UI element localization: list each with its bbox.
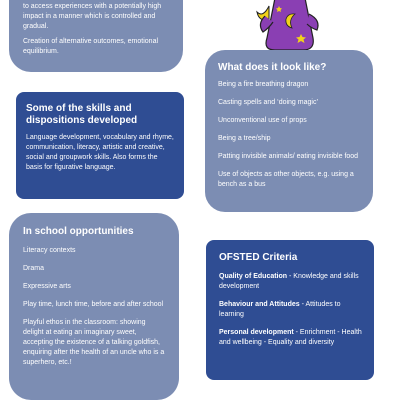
list-item: Expressive arts <box>23 283 71 290</box>
list-item: Use of objects as other objects, e.g. using a bench as a bus <box>218 171 354 188</box>
skills-body: Language development, vocabulary and rhyme, communication, literacy, artistic and creative, social and groupwork skills. Also forms the basis for figurative language. <box>26 134 174 171</box>
criterion-label: Personal development <box>219 329 294 336</box>
list-item: Patting invisible animals/ eating invisible food <box>218 153 359 160</box>
imaginative-play-purpose-card <box>9 0 183 72</box>
in-school-title: In school opportunities <box>23 226 134 237</box>
wizard-icon <box>255 0 325 50</box>
list-item: Unconventional use of props <box>218 117 307 124</box>
list-item: Being a fire breathing dragon <box>218 81 309 88</box>
purpose-line-2: Creation of alternative outcomes, emotional equilibrium. <box>23 38 159 55</box>
what-does-it-look-like-card <box>205 50 373 212</box>
list-item: Being a tree/ship <box>218 135 271 142</box>
purpose-line-1: to access experiences with a potentially high impact in a manner which is controlled and gradual. <box>23 3 162 30</box>
criterion-label: Quality of Education <box>219 273 288 280</box>
list-item: Playful ethos in the classroom: showing delight at eating an imaginary sweet, accepting the existence of a talking goldfish, enquiring after the health of an uncle who is a superhero, etc.! <box>23 319 165 366</box>
ofsted-criterion <box>219 300 362 320</box>
in-school-opportunities-card <box>9 213 179 400</box>
ofsted-title: OFSTED Criteria <box>219 252 298 263</box>
skills-card <box>16 92 184 199</box>
list-item: Drama <box>23 265 45 272</box>
criterion-detail: - Attitudes to learning <box>219 301 341 318</box>
list-item: Casting spells and ‘doing magic’ <box>218 99 318 106</box>
list-item: Literacy contexts <box>23 247 76 254</box>
list-item: Play time, lunch time, before and after school <box>23 301 164 308</box>
criterion-detail: - Enrichment - Health and wellbeing - Equality and diversity <box>219 329 362 346</box>
criterion-label: Behaviour and Attitudes <box>219 301 300 308</box>
ofsted-criteria-card <box>206 240 374 380</box>
ofsted-criterion <box>219 272 362 292</box>
what-does-it-look-like-title: What does it look like? <box>218 62 327 73</box>
ofsted-criterion <box>219 328 362 348</box>
criterion-detail: - Knowledge and skills development <box>219 273 359 290</box>
skills-title: Some of the skills and dispositions developed <box>26 103 138 126</box>
